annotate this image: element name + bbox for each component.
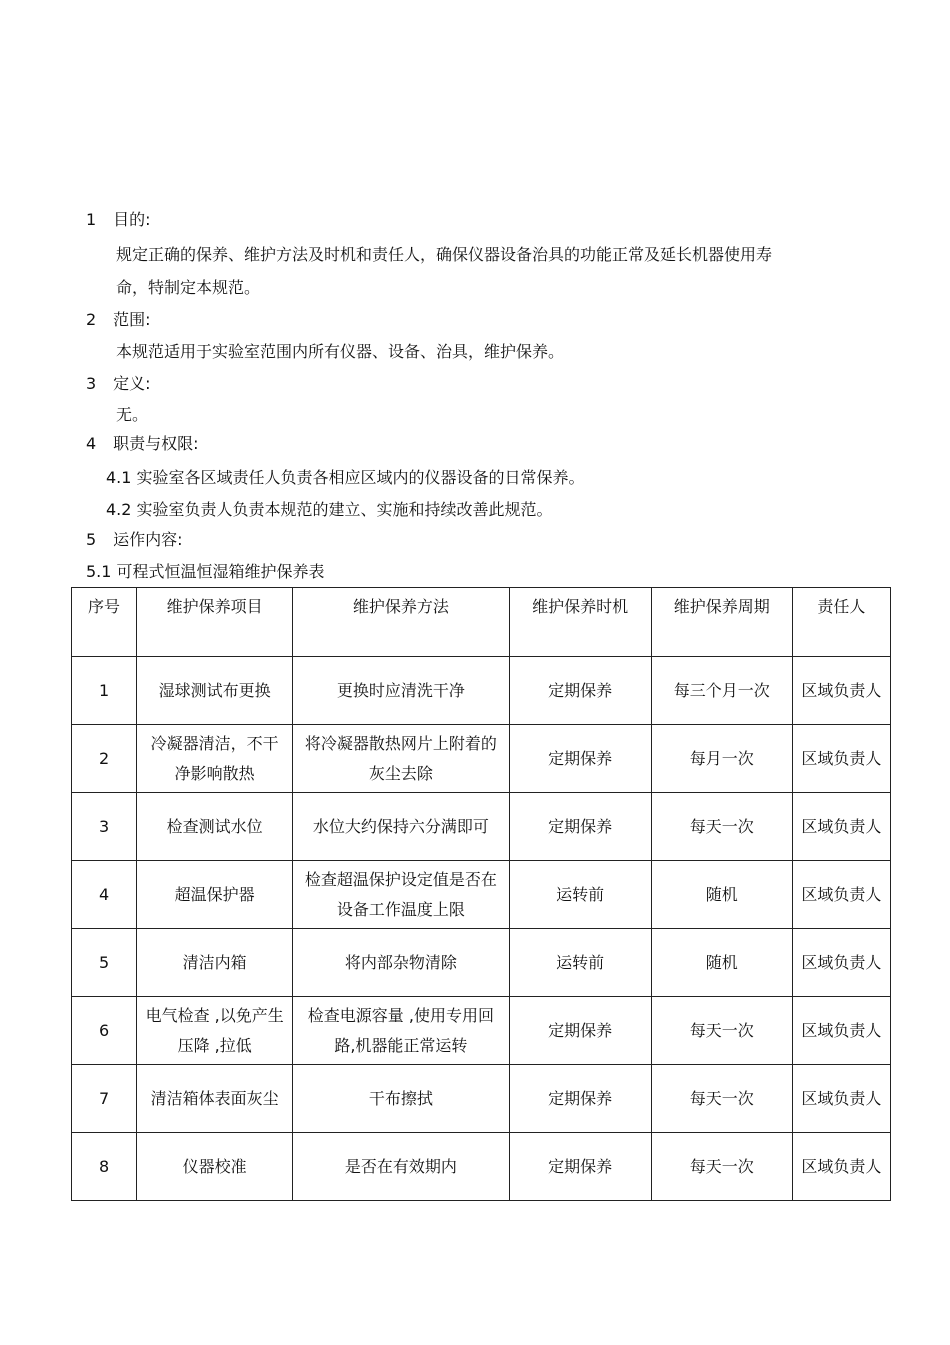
cell-cycle: 每天一次 (651, 793, 792, 861)
maintenance-table (71, 587, 891, 1201)
table-row (72, 657, 891, 725)
cell-timing: 定期保养 (509, 997, 651, 1065)
section-3-body: 无。 (116, 405, 149, 424)
cell-method: 将冷凝器散热网片上附着的灰尘去除 (293, 725, 509, 793)
cell-cycle: 随机 (651, 929, 792, 997)
section-4-heading (86, 434, 199, 454)
cell-item: 仪器校准 (137, 1133, 293, 1201)
cell-owner: 区域负责人 (792, 1065, 890, 1133)
cell-owner: 区域负责人 (792, 725, 890, 793)
cell-owner: 区域负责人 (792, 793, 890, 861)
cell-cycle: 每天一次 (651, 1133, 792, 1201)
cell-item: 清洁内箱 (137, 929, 293, 997)
cell-index: 2 (72, 725, 137, 793)
table-row (72, 1065, 891, 1133)
section-number: 2 (86, 310, 97, 329)
cell-index: 1 (72, 657, 137, 725)
header-cycle: 维护保养周期 (651, 588, 792, 657)
section-1-body-line-1: 规定正确的保养、维护方法及时机和责任人，确保仪器设备治具的功能正常及延长机器使用寿 (116, 245, 773, 264)
section-4-item-1: 4.1 实验室各区域责任人负责各相应区域内的仪器设备的日常保养。 (106, 468, 585, 487)
cell-owner: 区域负责人 (792, 997, 890, 1065)
section-title: 运作内容: (113, 530, 183, 549)
cell-timing: 定期保养 (509, 725, 651, 793)
cell-index: 4 (72, 861, 137, 929)
cell-method: 检查超温保护设定值是否在设备工作温度上限 (293, 861, 509, 929)
section-number: 1 (86, 210, 97, 229)
cell-item: 超温保护器 (137, 861, 293, 929)
cell-method: 将内部杂物清除 (293, 929, 509, 997)
cell-owner: 区域负责人 (792, 1133, 890, 1201)
cell-timing: 运转前 (509, 861, 651, 929)
table-caption: 5.1 可程式恒温恒湿箱维护保养表 (86, 562, 325, 581)
table-header-row (72, 588, 891, 657)
section-2-heading (86, 310, 151, 330)
section-number: 5 (86, 530, 97, 549)
cell-timing: 运转前 (509, 929, 651, 997)
section-4-item-2: 4.2 实验室负责人负责本规范的建立、实施和持续改善此规范。 (106, 500, 553, 519)
cell-method: 检查电源容量 ,使用专用回路,机器能正常运转 (293, 997, 509, 1065)
cell-method: 水位大约保持六分满即可 (293, 793, 509, 861)
table-row (72, 861, 891, 929)
section-1-heading (86, 210, 151, 230)
cell-item: 检查测试水位 (137, 793, 293, 861)
cell-method: 更换时应清洗干净 (293, 657, 509, 725)
cell-cycle: 每天一次 (651, 1065, 792, 1133)
cell-item: 湿球测试布更换 (137, 657, 293, 725)
header-owner: 责任人 (792, 588, 890, 657)
section-1-body-line-2: 命，特制定本规范。 (116, 278, 261, 297)
section-3-heading (86, 374, 151, 394)
table-row (72, 793, 891, 861)
header-index: 序号 (72, 588, 137, 657)
cell-index: 6 (72, 997, 137, 1065)
cell-owner: 区域负责人 (792, 861, 890, 929)
cell-cycle: 随机 (651, 861, 792, 929)
cell-index: 3 (72, 793, 137, 861)
table-row (72, 725, 891, 793)
cell-method: 干布擦拭 (293, 1065, 509, 1133)
table-row (72, 929, 891, 997)
cell-index: 5 (72, 929, 137, 997)
section-5-heading (86, 530, 183, 550)
section-number: 3 (86, 374, 97, 393)
cell-cycle: 每天一次 (651, 997, 792, 1065)
header-timing: 维护保养时机 (509, 588, 651, 657)
cell-cycle: 每月一次 (651, 725, 792, 793)
section-2-body: 本规范适用于实验室范围内所有仪器、设备、治具，维护保养。 (116, 342, 565, 361)
header-item: 维护保养项目 (137, 588, 293, 657)
cell-timing: 定期保养 (509, 1065, 651, 1133)
section-title: 目的: (113, 210, 151, 229)
table-row (72, 997, 891, 1065)
cell-cycle: 每三个月一次 (651, 657, 792, 725)
cell-owner: 区域负责人 (792, 929, 890, 997)
cell-timing: 定期保养 (509, 1133, 651, 1201)
cell-timing: 定期保养 (509, 793, 651, 861)
table-row (72, 1133, 891, 1201)
section-number: 4 (86, 434, 97, 453)
cell-item: 电气检查 ,以免产生压降 ,拉低 (137, 997, 293, 1065)
cell-item: 清洁箱体表面灰尘 (137, 1065, 293, 1133)
header-method: 维护保养方法 (293, 588, 509, 657)
cell-owner: 区域负责人 (792, 657, 890, 725)
section-title: 范围: (113, 310, 151, 329)
section-title: 职责与权限: (113, 434, 199, 453)
section-title: 定义: (113, 374, 151, 393)
cell-index: 8 (72, 1133, 137, 1201)
cell-index: 7 (72, 1065, 137, 1133)
cell-method: 是否在有效期内 (293, 1133, 509, 1201)
cell-timing: 定期保养 (509, 657, 651, 725)
cell-item: 冷凝器清洁，不干净影响散热 (137, 725, 293, 793)
